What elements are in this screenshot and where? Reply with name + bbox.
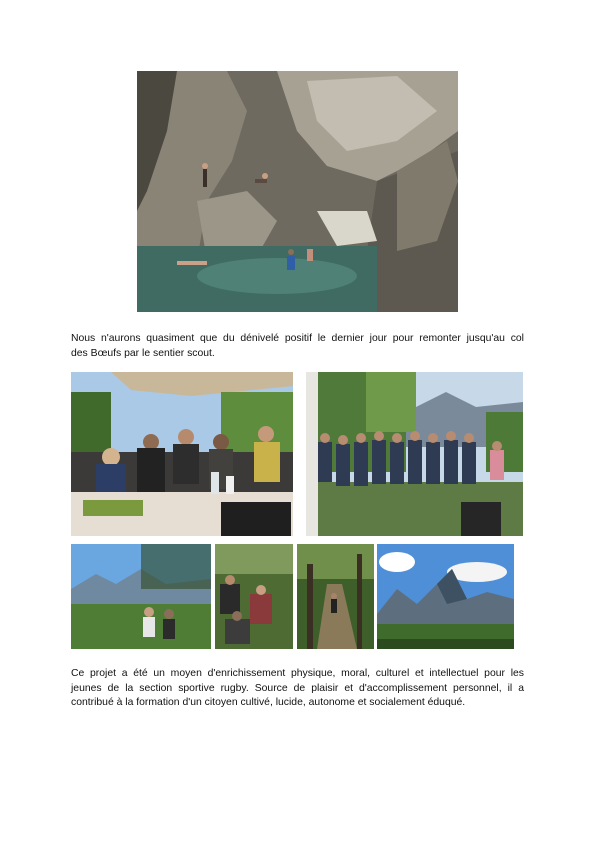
trail-rest-photo <box>215 544 293 649</box>
canyon-pool-photo <box>137 71 458 312</box>
peaks-landscape-photo <box>377 544 514 649</box>
group-outdoor-photo <box>306 372 523 536</box>
group-picnic-photo <box>71 372 293 536</box>
paragraph-line: Ce projet a été un moyen d'enrichissement physique, moral, culturel et intellectuel pour les <box>71 668 524 679</box>
paragraph-line: jeunes de la section sportive rugby. Source de plaisir et d'accomplissement personnel, il a <box>71 682 524 694</box>
paragraph-line: contribué à la formation d'un citoyen cultivé, lucide, autonome et socialement éduqué. <box>71 697 466 709</box>
paragraph-descent-text <box>71 332 524 361</box>
paragraph-line: Nous n'aurons quasiment que du dénivelé positif le dernier jour pour remonter jusqu'au col <box>71 333 524 344</box>
paragraph-line: des Bœufs par le sentier scout. <box>71 347 215 359</box>
forest-path-photo <box>297 544 374 649</box>
mountain-view-photo <box>71 544 211 649</box>
paragraph-conclusion-text <box>71 667 524 711</box>
